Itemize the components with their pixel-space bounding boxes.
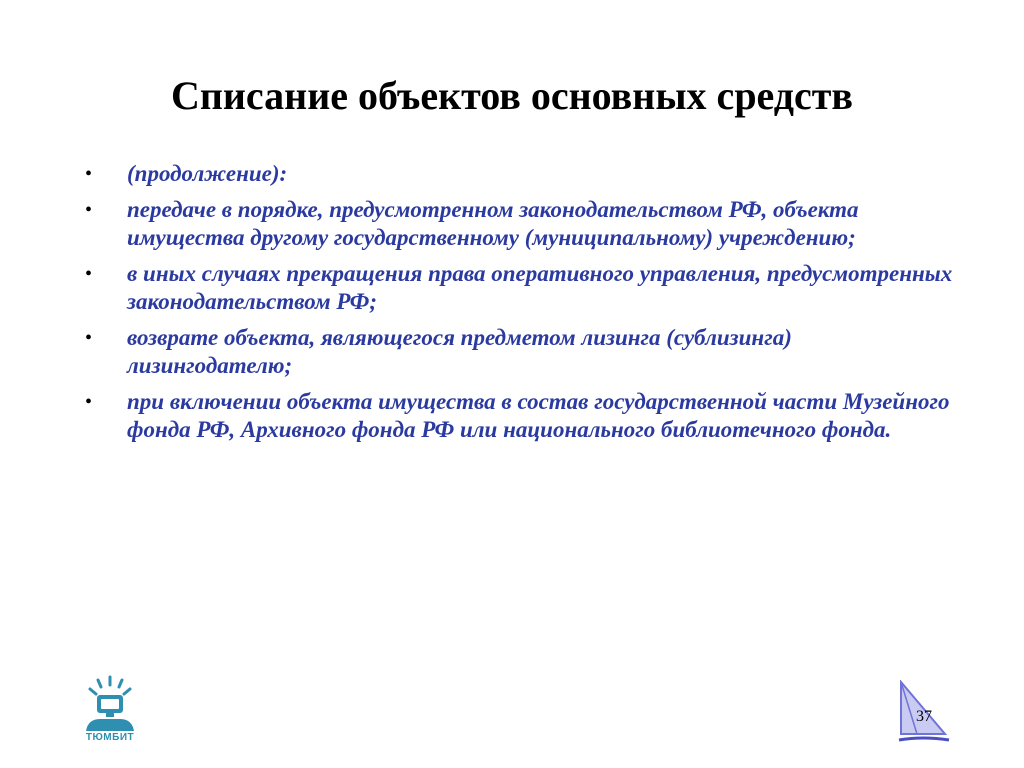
bullet-item [85,196,955,252]
bullet-item [85,388,955,444]
bullet-text: (продолжение): [127,161,288,186]
bullet-text: передаче в порядке, предусмотренном законодательством РФ, объекта имущества другому государственному (муниципальному) учреждению; [127,197,859,250]
bullet-marker: • [85,263,93,285]
page-number: 37 [916,708,932,725]
bullet-item [85,324,955,380]
bullet-list [85,160,955,452]
bullet-text: при включении объекта имущества в состав государственной части Музейного фонда РФ, Архивного фонда РФ или национального библиотечного фонда. [127,389,950,442]
bullet-text: возврате объекта, являющегося предметом лизинга (сублизинга) лизингодателю; [127,325,792,378]
bullet-marker: • [85,391,93,413]
bullet-marker: • [85,199,93,221]
logo-caption: ТЮМБИТ [85,732,135,743]
bullet-marker: • [85,163,93,185]
bullet-item [85,160,955,188]
slide-title: Списание объектов основных средств [170,73,854,118]
tyumbit-logo [78,675,142,747]
bullet-item [85,260,955,316]
bullet-text: в иных случаях прекращения права оперативного управления, предусмотренных законодательством РФ; [127,261,953,314]
bullet-marker: • [85,327,93,349]
computer-user-icon [78,675,142,733]
